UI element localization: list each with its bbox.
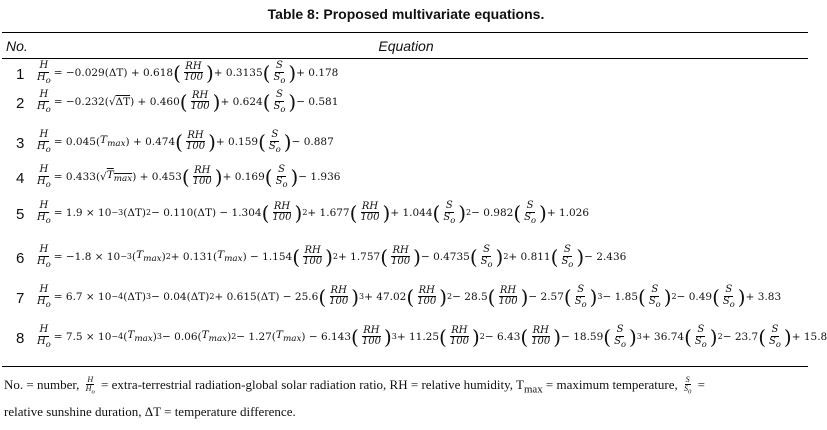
equation-row <box>0 244 812 287</box>
footnote-part2: = extra-terrestrial radiation-global solar radiation ratio, RH = relative humidity, T <box>97 377 524 392</box>
equation-row <box>0 200 812 243</box>
footnote-ratio-s-so: $\frac{S}{S_0}$ <box>684 375 692 397</box>
footnote-ratio-h-ho: $\frac{H}{H_o}$ <box>85 375 95 397</box>
table-footnote <box>4 374 810 423</box>
equation-row <box>0 324 827 367</box>
equation-formula: $\frac{H}{H_o}$ = 0.045( $T_{max}$ ) + 0.474 ( $\frac{RH}{100}$ ) + 0.159 ( $\frac{S}{S_o}$ ) − 0.887 <box>37 129 334 154</box>
header-rule <box>2 58 808 59</box>
equation-number: 5 <box>16 206 25 223</box>
footnote-part1: No. = number, <box>4 377 83 392</box>
equation-number: 8 <box>16 330 25 347</box>
footnote-part3: = maximum temperature, <box>542 377 682 392</box>
equation-formula: $\frac{H}{H_o}$ = 7.5 × 10 −4 ( $T_{max}$ ) 3 − 0.06( $T_{max}$ ) 2 − 1.27( $T_{max}$ ) − 6.143 ( $\frac{RH}{100}$ ) 3 + 11.25 ( $\frac{RH}{100}$ ) 2 − 6.43 ( $\frac{RH}{100}$ ) − 18.59 ( $\frac{S}{S_o}$ ) 3 + 36.74 ( $\frac{S}{S_o}$ ) 2 − 23.7 ( $\frac{S}{S_o}$ ) + 15.8 <box>37 324 827 349</box>
equation-formula: $\frac{H}{H_o}$ = 6.7 × 10 −4 (ΔT) 3 − 0.04(ΔT) 2 + 0.615(ΔT) − 25.6 ( $\frac{RH}{100}$ ) 3 + 47.02 ( $\frac{RH}{100}$ ) 2 − 28.5 ( $\frac{RH}{100}$ ) − 2.57 ( $\frac{S}{S_o}$ ) 3 − 1.85 ( $\frac{S}{S_o}$ ) 2 − 0.49 ( $\frac{S}{S_o}$ ) + 3.83 <box>37 284 782 309</box>
equation-row <box>0 89 812 132</box>
table-caption: Table 8: Proposed multivariate equations. <box>267 6 545 22</box>
equation-formula: $\frac{H}{H_o}$ = 0.433(√ $T_{max}$ ) + 0.453 ( $\frac{RH}{100}$ ) + 0.169 ( $\frac{S}{S_o}$ ) − 1.936 <box>37 164 341 189</box>
equation-number: 7 <box>16 290 25 307</box>
footnote-max-sub: max <box>523 383 543 396</box>
equation-number: 1 <box>16 66 25 83</box>
column-header-equation: Equation <box>378 38 434 54</box>
equation-number: 6 <box>16 250 25 267</box>
equation-number: 4 <box>16 170 25 187</box>
column-header-no: No. <box>6 38 28 54</box>
equation-formula: $\frac{H}{H_o}$ = −0.232(√ ΔT ) + 0.460 ( $\frac{RH}{100}$ ) + 0.624 ( $\frac{S}{S_o}$ ) − 0.581 <box>37 89 339 114</box>
equation-formula: $\frac{H}{H_o}$ = −1.8 × 10 −3 ( $T_{max}$ ) 2 + 0.131( $T_{max}$ ) − 1.154 ( $\frac{RH}{100}$ ) 2 + 1.757 ( $\frac{RH}{100}$ ) − 0.4735 ( $\frac{S}{S_o}$ ) 2 + 0.811 ( $\frac{S}{S_o}$ ) − 2.436 <box>37 244 627 269</box>
bottom-rule <box>2 366 808 367</box>
equation-number: 3 <box>16 135 25 152</box>
top-rule <box>2 32 808 33</box>
footnote-line2: relative sunshine duration, ΔT = temperature difference. <box>4 403 296 419</box>
equation-row <box>0 284 812 327</box>
footnote-part4: = <box>694 377 705 392</box>
equation-formula: $\frac{H}{H_o}$ = 1.9 × 10 −3 (ΔT) 2 − 0.110(ΔT) − 1.304 ( $\frac{RH}{100}$ ) 2 + 1.677 ( $\frac{RH}{100}$ ) + 1.044 ( $\frac{S}{S_o}$ ) 2 − 0.982 ( $\frac{S}{S_o}$ ) + 1.026 <box>37 200 590 225</box>
equation-number: 2 <box>16 95 25 112</box>
equation-formula: $\frac{H}{H_o}$ = −0.029(ΔT) + 0.618 ( $\frac{RH}{100}$ ) + 0.3135 ( $\frac{S}{S_o}$ ) + 0.178 <box>37 60 339 85</box>
